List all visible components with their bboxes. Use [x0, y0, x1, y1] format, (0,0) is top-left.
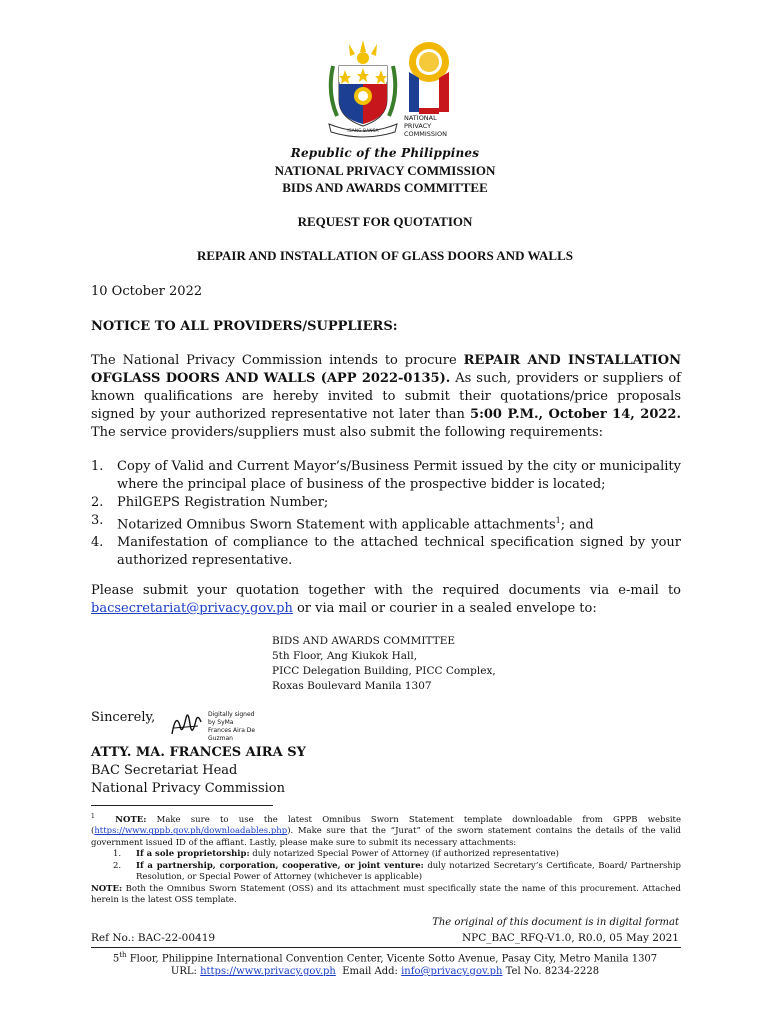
list-item-text: PhilGEPS Registration Number; [117, 495, 329, 510]
intro-procurement-name: REPAIR AND INSTALLATION OFGLASS DOORS AND WALLS (APP 2022-0135). [91, 353, 682, 386]
footnote-list-item [91, 849, 681, 861]
address-line: 5th Floor, Ang Kiukok Hall, [272, 650, 418, 662]
document-subtitle: REPAIR AND INSTALLATION OF GLASS DOORS AND WALLS [197, 248, 573, 263]
footnote-paragraph [91, 884, 681, 907]
intro-text: The National Privacy Commission intends to procure [91, 353, 464, 368]
signatory-position: BAC Secretariat Head [91, 763, 238, 778]
digital-signature-line: by SyMa [208, 719, 234, 726]
mailing-address [272, 634, 496, 694]
footnote-list-bold: If a partnership, corporation, cooperative, or joint venture: [136, 860, 424, 871]
list-item [91, 458, 681, 494]
footnote-text: ). Make sure that the “Jurat” of the sworn statement contains the details of the valid government issued ID of the affiant. Lastly, please make sure to submit its necessary attachments: [91, 826, 681, 848]
footnote-divider [91, 805, 273, 806]
submit-text: Please submit your quotation together with the required documents via e-mail to [91, 583, 681, 598]
philippine-seal-logo [325, 38, 401, 138]
document-date: 10 October 2022 [91, 284, 203, 299]
footnote-list-text-wrap [136, 849, 559, 861]
footer-email-label: Email Add: [335, 966, 402, 977]
footnote [91, 811, 681, 907]
signatory-office: National Privacy Commission [91, 781, 286, 796]
footnote-list-text: duly notarized Special Power of Attorney (if authorized representative) [249, 849, 559, 860]
npc-logo-text-line: NATIONAL [404, 114, 437, 122]
reference-number: Ref No.: BAC-22-00419 [91, 932, 216, 944]
footer-address-floor: 5 [112, 953, 120, 965]
sincerely-text: Sincerely, [91, 710, 156, 725]
list-item-text: Notarized Omnibus Sworn Statement with applicable attachments [117, 517, 556, 533]
list-item-text-wrap [117, 512, 681, 534]
footnote-note-label: NOTE: [91, 883, 123, 894]
digital-signature-note [208, 711, 255, 743]
footer-url-label: URL: [170, 966, 201, 977]
document-title: REQUEST FOR QUOTATION [297, 214, 473, 229]
address-line: BIDS AND AWARDS COMMITTEE [272, 635, 456, 647]
svg-text:ISANG BANSA: ISANG BANSA [347, 129, 379, 134]
footnote-number: 1 [91, 813, 95, 820]
digital-original-note: The original of this document is in digital format [432, 917, 679, 928]
intro-text: The service providers/suppliers must also submit the following requirements: [91, 425, 604, 440]
list-item-number: 3. [91, 513, 104, 528]
submit-text: or via mail or courier in a sealed envelope to: [292, 601, 597, 616]
footnote-ref[interactable]: 1 [555, 516, 561, 525]
committee-name: BIDS AND AWARDS COMMITTEE [282, 180, 488, 195]
intro-deadline: 5:00 P.M., October 14, 2022. [470, 407, 681, 422]
notice-heading: NOTICE TO ALL PROVIDERS/SUPPLIERS: [91, 319, 398, 334]
document-version: NPC_BAC_RFQ-V1.0, R0.0, 05 May 2021 [461, 932, 679, 944]
digital-signature-line: Guzman [208, 735, 233, 742]
footnote-list-text-wrap [136, 861, 681, 884]
footnote-note-label: NOTE: [115, 814, 147, 825]
npc-logo-text-line: PRIVACY [404, 122, 432, 130]
address-line: PICC Delegation Building, PICC Complex, [272, 665, 496, 677]
list-item-number: 1. [91, 459, 104, 474]
npc-logo [401, 38, 461, 116]
footer-tel: Tel No. 8234-2228 [502, 966, 600, 977]
footnote-text: Both the Omnibus Sworn Statement (OSS) and its attachment must specifically state the name of this procurement. Attached herein is the latest OSS template. [91, 883, 681, 906]
footer-contacts [0, 966, 770, 977]
intro-paragraph [91, 352, 681, 442]
list-item [91, 512, 681, 534]
footer-address [0, 951, 770, 964]
footnote-text: Make sure to use the latest Omnibus Sworn Statement template downloadable from GPPB website ( [91, 814, 681, 837]
list-item [91, 534, 681, 570]
requirements-list [91, 458, 681, 570]
list-item-text: Manifestation of compliance to the attached technical specification signed by your authorized representative. [117, 535, 681, 569]
footer-address-sup: th [119, 951, 127, 959]
agency-name: NATIONAL PRIVACY COMMISSION [274, 163, 496, 178]
bac-email-link[interactable]: bacsecretariat@privacy.gov.ph [91, 601, 293, 616]
npc-email-link[interactable]: info@privacy.gov.ph [401, 966, 503, 977]
signatory-name: ATTY. MA. FRANCES AIRA SY [91, 745, 306, 760]
handwritten-signature [168, 708, 204, 742]
list-item-text: ; and [560, 517, 594, 533]
footer-address-text: Floor, Philippine International Convention Center, Vicente Sotto Avenue, Pasay City, Metro Manila 1307 [126, 953, 658, 965]
gppb-link[interactable]: https://www.gppb.gov.ph/downloadables.php [94, 826, 288, 837]
footnote-list-number: 1. [113, 849, 122, 860]
intro-text: As such, providers or suppliers of known qualifications are hereby invited to submit their quotations/price proposals signed by your authorized representative not later than [91, 371, 681, 422]
list-item [91, 494, 681, 512]
list-item-number: 2. [91, 495, 104, 510]
list-item-text: Copy of Valid and Current Mayor’s/Business Permit issued by the city or municipality where the principal place of business of the prospective bidder is located; [117, 459, 681, 492]
digital-signature-line: Frances Aira De [208, 727, 256, 734]
npc-website-link[interactable]: https://www.privacy.gov.ph [200, 966, 336, 977]
list-item-number: 4. [91, 535, 104, 551]
footnote-list-bold: If a sole proprietorship: [136, 849, 250, 860]
republic-line: Republic of the Philippines [290, 146, 480, 160]
npc-logo-text-line: COMMISSION [404, 130, 447, 138]
digital-signature-line: Digitally signed [208, 711, 255, 718]
footnote-list-number: 2. [113, 860, 122, 871]
footnote-paragraph [91, 811, 681, 849]
footnote-list-item [91, 861, 681, 884]
footer-divider [91, 947, 681, 948]
address-line: Roxas Boulevard Manila 1307 [272, 680, 432, 692]
npc-logo-text [404, 114, 447, 138]
footnote-list-text: duly notarized Secretary’s Certificate, Board/ Partnership Resolution, or Special Power of Attorney (whichever is applicable) [136, 860, 681, 883]
submit-paragraph [91, 582, 681, 618]
